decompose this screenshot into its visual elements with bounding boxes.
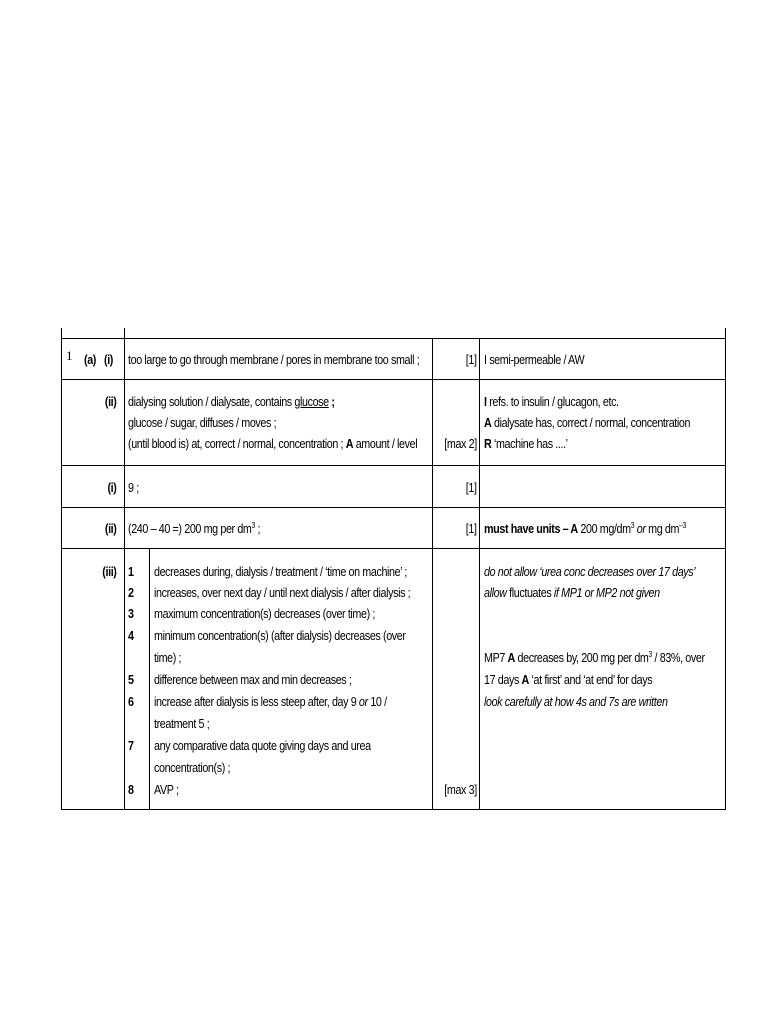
point-text-cont: time) ; <box>154 651 182 665</box>
b-i-answer: 9 ; <box>128 481 139 495</box>
b-ii-guidance-unit-2: mg dm <box>648 522 680 536</box>
point-text: decreases during, dialysis / treatment / ‘time on machine’ ; <box>154 565 408 579</box>
b-ii-answer <box>128 521 260 538</box>
b-ii-answer-sup: 3 <box>251 520 255 530</box>
point-text: increases, over next day / until next dialysis / after dialysis ; <box>154 586 411 600</box>
mp7-mid: decreases by, 200 mg per dm <box>514 651 649 665</box>
point-number: 8 <box>128 783 134 797</box>
point-number: 5 <box>128 673 134 687</box>
a-ii-guidance-3-text: ‘machine has ....’ <box>493 437 568 451</box>
point-text: difference between max and min decreases ; <box>154 673 352 687</box>
b-iii-guidance-4 <box>484 672 652 689</box>
point-number: 2 <box>128 586 134 600</box>
a-ii-guidance-2 <box>484 415 690 432</box>
a-ii-line-1: dialysing solution / dialysate, contains glucose ; <box>128 395 335 409</box>
b-ii-mark: [1] <box>466 522 477 536</box>
point-number: 6 <box>128 695 134 709</box>
b-iii-mark: [max 3] <box>444 783 477 797</box>
ignore-marker: I <box>484 395 487 409</box>
a-ii-guidance-2-text: dialysate has, correct / normal, concentration <box>493 416 691 430</box>
b-ii-guidance-sup-1: 3 <box>630 520 635 530</box>
b-iii-guidance-2 <box>484 585 660 602</box>
b-iii-label: (iii) <box>101 565 116 579</box>
accept-marker: A <box>484 416 492 430</box>
b-ii-guidance-or: or <box>634 522 649 536</box>
a-ii-mark: [max 2] <box>444 437 477 451</box>
accept-marker: A <box>521 673 529 687</box>
point-text-cont: concentration(s) ; <box>154 761 231 775</box>
point-number: 1 <box>128 565 134 579</box>
a-ii-line-1-text: dialysing solution / dialysate, contains <box>128 395 292 409</box>
a-ii-line-3-post: amount / level <box>355 437 418 451</box>
b-i-mark: [1] <box>466 481 477 495</box>
b-ii-guidance-bold: must have units – A <box>484 522 578 536</box>
a-i-guidance: I semi-permeable / AW <box>484 353 585 367</box>
glucose-underlined: glucose <box>294 395 329 409</box>
b-iii-guidance-5: look carefully at how 4s and 7s are written <box>484 695 668 709</box>
point-number: 4 <box>128 629 134 643</box>
point-number: 3 <box>128 607 134 621</box>
b-i-label: (i) <box>107 481 116 495</box>
mp7-post: / 83%, over <box>651 651 705 665</box>
a-ii-line-3 <box>128 436 417 453</box>
b-ii-label: (ii) <box>104 522 116 536</box>
point-6-text: increase after dialysis is less steep after, day 9 <box>154 695 357 709</box>
a-i-answer: too large to go through membrane / pores in membrane too small ; <box>128 353 420 367</box>
part-a-label: (a) <box>84 353 96 367</box>
question-number: 1 <box>66 348 73 363</box>
point-number: 7 <box>128 739 134 753</box>
b-ii-guidance-sup-2: –3 <box>679 520 686 530</box>
point-text: minimum concentration(s) (after dialysis) decreases (over <box>154 629 406 643</box>
point-text: AVP ; <box>154 783 179 797</box>
a-ii-label: (ii) <box>104 395 116 409</box>
a-ii-line-3-accept: A <box>345 437 354 451</box>
fluctuates-text: fluctuates <box>506 586 554 600</box>
b-ii-answer-post: ; <box>254 522 261 536</box>
point-text: any comparative data quote giving days and urea <box>154 739 371 753</box>
b-ii-answer-text: (240 – 40 =) 200 mg per dm <box>128 522 252 536</box>
a-ii-guidance-1-text: refs. to insulin / glucagon, etc. <box>489 395 619 409</box>
condition-text: if MP1 or MP2 not given <box>553 586 660 600</box>
point-6-or: or <box>356 695 371 709</box>
point-text <box>154 694 387 711</box>
a-i-mark: [1] <box>466 353 477 367</box>
point-text: maximum concentration(s) decreases (over time) ; <box>154 607 375 621</box>
reject-marker: R <box>484 437 492 451</box>
mp7-text: MP7 <box>484 651 508 665</box>
a-ii-line-2: glucose / sugar, diffuses / moves ; <box>128 416 277 430</box>
b-ii-guidance-unit-1: 200 mg/dm <box>577 522 631 536</box>
days-text: 17 days <box>484 673 522 687</box>
days-post: ‘at first’ and ‘at end’ for days <box>528 673 653 687</box>
b-iii-guidance-3 <box>484 650 705 667</box>
a-ii-guidance-1 <box>484 394 619 411</box>
allow-text: allow <box>484 586 507 600</box>
a-i-label: (i) <box>104 353 113 367</box>
b-ii-guidance <box>484 521 686 538</box>
b-iii-guidance-1: do not allow ‘urea conc decreases over 17 days’ <box>484 565 696 579</box>
point-text-cont: treatment 5 ; <box>154 717 210 731</box>
accept-marker: A <box>507 651 515 665</box>
mp7-sup: 3 <box>648 649 652 659</box>
a-ii-line-3-text: (until blood is) at, correct / normal, concentration ; <box>128 437 344 451</box>
a-ii-guidance-3 <box>484 436 568 453</box>
point-6-post: 10 / <box>370 695 387 709</box>
